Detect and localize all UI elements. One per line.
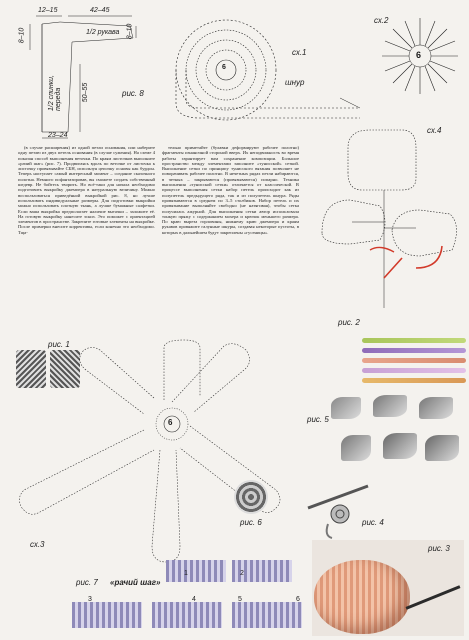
hook-photo [406, 585, 461, 610]
text-paragraph-right: тельно приметайте (булавки деформируют рабочее полотно) фрагменты изнаночной стороной вверх. Их неподвижность во время работы гарантирует вам сохранение композиции. Большое пространство между элементами заполните «тунисской» сеткой. Выполнение сетки по принципу тунисского вязания позволяет не поворачивать рабочее полотно. В нечетных рядах петли набираются, в четных – закрываются (провязываются) попарно. Техника выполнения «тунисской сетки» отличается от классической. В процессе выполнения сетки набор петель происходит как из полупетель предыдущего ряда, так и из полупетель шнура. Ряды провязываются в среднем по 3–5 столбиков. Набор петель и их провязывание выполняйте свободно (не натягивая), чтобы сетка получилась ажурной. Для выполнения сетки автор использовала тонкую пряжу с содержанием мохера и крючок меньшего размера. По краю выреза горловины, нижнему краю джемпера и краям рукавов провяжите галунные шнуры, создавая некоторые пустоты, в которых в дальнейшем будут закреплены «гусеницы». [162, 145, 299, 235]
caption-sch4: сх.4 [427, 126, 442, 135]
caption-sch3: сх.3 [30, 540, 45, 549]
yarn-lilac [362, 348, 466, 353]
crab-step-3-num: 3 [88, 596, 92, 603]
caterpillar-photo [314, 560, 410, 634]
dim-body-length: 50–55 [82, 82, 90, 103]
label-cord: шнур [285, 78, 305, 87]
scheme-1-spiral [160, 8, 370, 133]
crochet-step-photo-3 [419, 397, 453, 419]
dim-sleeve-length: 42–45 [90, 7, 110, 14]
pattern-figure-8 [10, 4, 150, 144]
caption-fig2: рис. 2 [338, 318, 360, 327]
yarn-peach [362, 358, 466, 363]
scheme-1 [160, 8, 370, 133]
crab-step-1-num: 1 [184, 570, 188, 577]
caption-fig6: рис. 6 [240, 518, 262, 527]
text-paragraph-left: (в случае расширения) из одной петли основания, или наберите одну петлю из двух петель основания (в случае сужения). На схеме 4 показан способ выполнения веточки. По краям листочков выполните «рачий шаг» (рис. 7). Продвигаясь вдоль по веточке от листочка к листочку провязывайте СБН, используя цепочку основы как бурдон. Теперь наступает самый интересный момент – создание сказочного полотна. Немного пофантазировав, вы сможете создать собственный шедевр. Не бойтесь творить. Но всё-таки для начала необходимо подготовить выкройку джемпера в натуральную величину. Можно воспользоваться приведённой выкройкой рис. 8, но лучше использовать индивидуальные размеры. Для подготовки выкройки можно использовать плотную ткань, а лучше бумажные салфетки. Если ваша выкройка предполагает наличие вытачки – заложите её. На готовую выкройку нанесите эскиз. Это поможет с ориентацией элементов в пространстве. Закрепите готовые элементы на выкройке. После примерки внесите коррективы, если конечно это необходимо. Тща- [18, 145, 155, 235]
scheme-3-center: 6 [168, 418, 173, 427]
fig7-title: «рачий шаг» [110, 578, 161, 587]
scheme-2 [370, 12, 460, 97]
yarn-samples [362, 332, 466, 396]
figure-4 [298, 478, 388, 540]
caption-sch2: сх.2 [374, 16, 389, 25]
scheme-4 [320, 118, 465, 328]
crab-step-3 [72, 602, 142, 628]
figure-5 [305, 393, 465, 475]
crab-step-2-num: 2 [240, 570, 244, 577]
crab-step-6-num: 6 [296, 596, 300, 603]
crochet-step-photo-5 [383, 433, 417, 459]
dim-width: 23–24 [48, 132, 68, 139]
caption-fig3: рис. 3 [428, 544, 450, 553]
crochet-step-photo-4 [341, 435, 371, 461]
crab-step-5-num: 5 [238, 596, 242, 603]
yarn-green [362, 338, 466, 343]
label-half-sleeve: 1/2 рукава [86, 29, 120, 36]
coil-photo [234, 480, 268, 514]
scheme-1-center: 6 [222, 64, 226, 71]
figure-7 [70, 556, 310, 638]
crochet-step-photo-2 [373, 395, 407, 417]
crab-step-4-num: 4 [192, 596, 196, 603]
crab-step-4 [152, 602, 222, 628]
figure-4-hook [298, 478, 388, 540]
text-column-left [18, 145, 155, 335]
crochet-step-photo-1 [331, 397, 361, 419]
caption-fig8: рис. 8 [122, 89, 144, 98]
dim-cuff: 8–10 [126, 23, 134, 40]
dim-shoulder: 8–10 [18, 27, 26, 44]
caption-fig4: рис. 4 [362, 518, 384, 527]
caption-sch1: сх.1 [292, 48, 307, 57]
caption-fig1: рис. 1 [48, 340, 70, 349]
crab-step-5 [232, 602, 302, 628]
label-half-back-front: 1/2 спинки, переда [48, 75, 62, 111]
caption-fig5: рис. 5 [307, 415, 329, 424]
figure-6 [226, 476, 280, 536]
scheme-4-branch [320, 118, 465, 328]
caption-fig7: рис. 7 [76, 578, 98, 587]
figure-3 [312, 540, 464, 636]
dim-neck: 12–15 [38, 7, 58, 14]
text-column-right [162, 145, 299, 333]
crochet-step-photo-6 [425, 435, 459, 461]
yarn-pink [362, 368, 466, 373]
crab-step-1 [166, 560, 226, 582]
scheme-2-center: 6 [416, 50, 422, 60]
yarn-orange [362, 378, 466, 383]
